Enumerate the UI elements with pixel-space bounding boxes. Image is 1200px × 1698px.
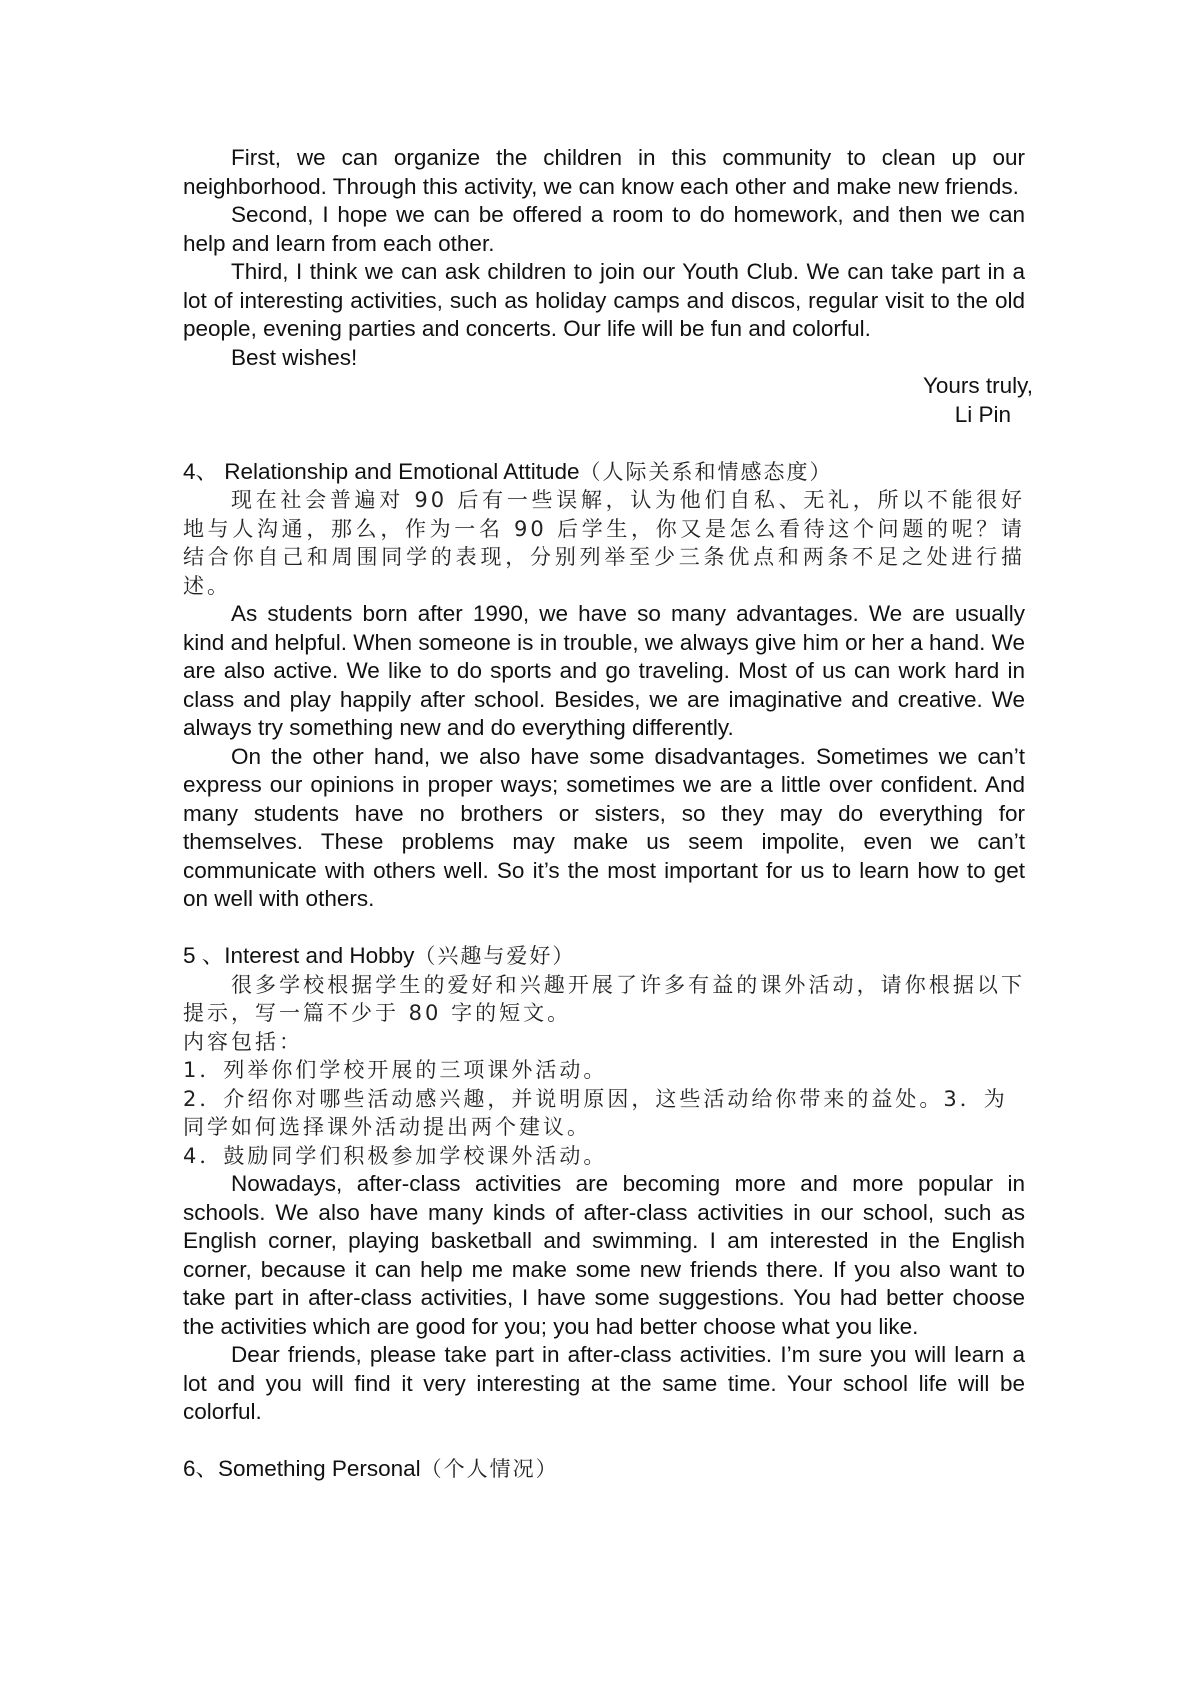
letter-signature: Li Pin [954,401,1011,427]
section-5-heading-zh: （兴趣与爱好） [414,944,576,968]
section-5-item-4: 4．鼓励同学们积极参加学校课外活动。 [183,1143,608,1168]
section-4-paragraph-1: As students born after 1990, we have so many advantages. We are usually kind and helpful. When someone is in trouble, we always give him or her a hand. We are also active. We like to do sports and go traveling. Most of us can work hard in class and play happily after school. Besides, we are imaginative and creative. We always try something new and do everything differently. [183,601,1025,740]
section-5-content-label: 内容包括： [183,1029,303,1054]
section-5-prompt: 很多学校根据学生的爱好和兴趣开展了许多有益的课外活动，请你根据以下提示，写一篇不少于 80 字的短文。 [183,972,1025,1025]
section-6-heading-zh: （个人情况） [420,1457,559,1481]
section-4-prompt: 现在社会普遍对 90 后有一些误解，认为他们自私、无礼，所以不能很好地与人沟通，那么，作为一名 90 后学生，你又是怎么看待这个问题的呢？请结合你自己和周围同学的表现，分别列举至少三条优点和两条不足之处进行描述。 [183,488,1025,598]
section-5-heading-en: 5 、Interest and Hobby [183,943,415,968]
spacer [183,914,1025,943]
section-6-heading-en: 6、Something Personal [183,1456,421,1481]
letter-sign-off: Yours truly, [922,373,1033,398]
letter-closing: Best wishes! [231,344,358,370]
letter-paragraph-1: First, we can organize the children in this community to clean up our neighborhood. Through this activity, we can know each other and make new friends. [183,145,1025,199]
section-5-item-2: 2．介绍你对哪些活动感兴趣，并说明原因，这些活动给你带来的益处。3．为同学如何选择课外活动提出两个建议。 [183,1086,1008,1139]
spacer [183,1427,1025,1456]
section-4-heading-zh: （人际关系和情感态度） [579,459,833,484]
section-6-heading [183,1455,1025,1484]
letter-paragraph-3: Third, I think we can ask children to join our Youth Club. We can take part in a lot of interesting activities, such as holiday camps and discos, regular visit to the old people, evening parties and concerts. Our life will be fun and colorful. [183,259,1025,341]
section-4-heading [183,458,1025,487]
document-page [183,144,1033,1484]
section-4-paragraph-2: On the other hand, we also have some disadvantages. Sometimes we can’t express our opinions in proper ways; sometimes we are a little over confident. And many students have no brothers or sisters, so they may do everything for themselves. These problems may make us seem impolite, even we can’t communicate with others well. So it’s the most important for us to learn how to get on well with others. [183,743,1025,911]
section-4-heading-en: 4、 Relationship and Emotional Attitude [183,458,580,484]
spacer [183,429,1025,458]
section-5-paragraph-1: Nowadays, after-class activities are becoming more and more popular in schools. We also have many kinds of after-class activities in our school, such as English corner, playing basketball and swimming. I am interested in the English corner, because it can help me make some new friends there. If you also want to take part in after-class activities, I have some suggestions. You had better choose the activities which are good for you; you had better choose what you like. [183,1171,1025,1339]
section-5-heading [183,942,1025,971]
section-5-item-1: 1．列举你们学校开展的三项课外活动。 [183,1058,608,1082]
section-5-paragraph-2: Dear friends, please take part in after-class activities. I’m sure you will learn a lot and you will find it very interesting at the same time. Your school life will be colorful. [183,1342,1025,1424]
letter-paragraph-2: Second, I hope we can be offered a room to do homework, and then we can help and learn from each other. [183,202,1025,256]
